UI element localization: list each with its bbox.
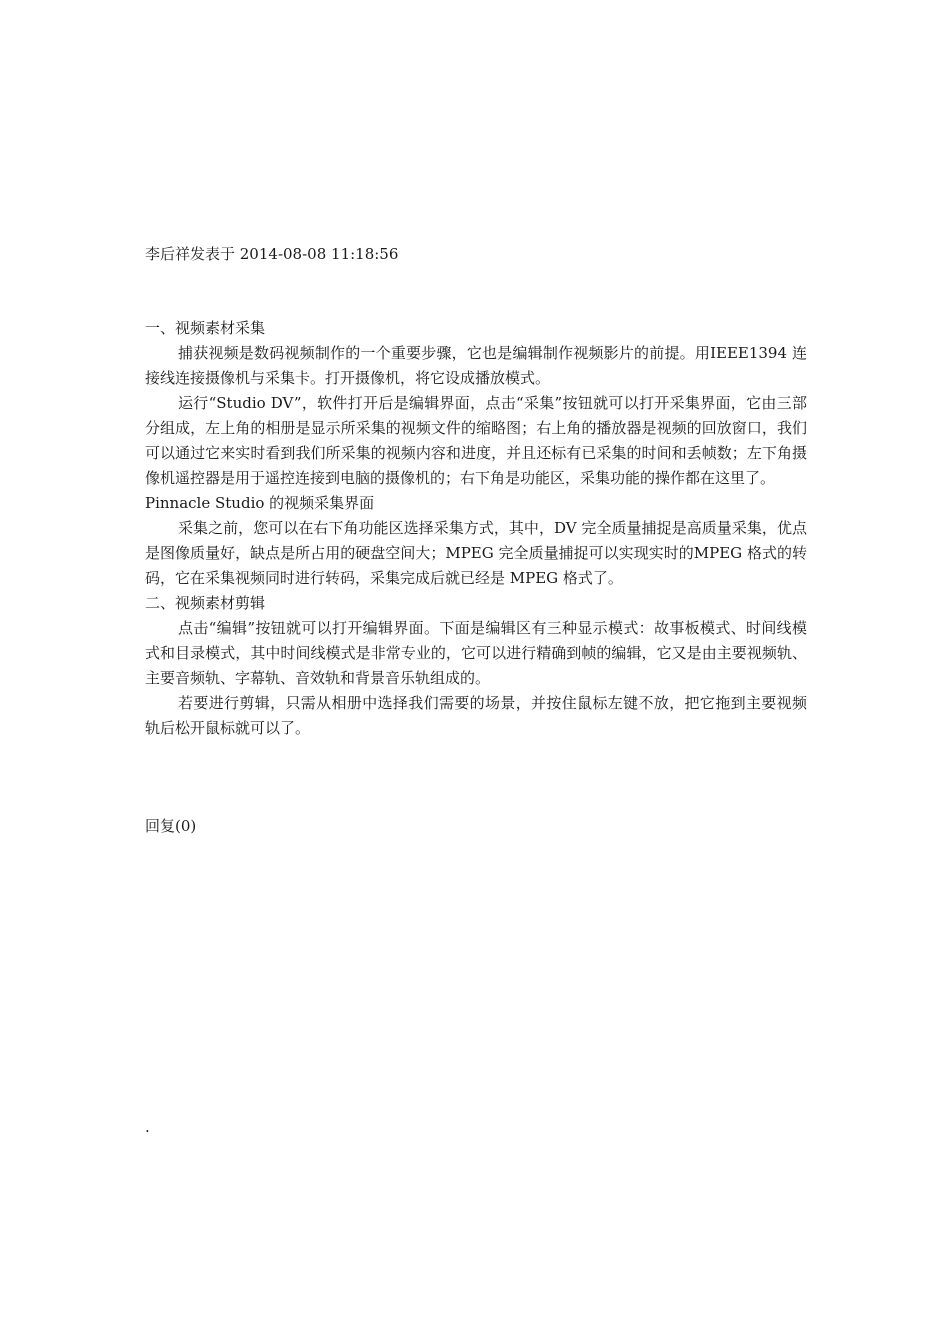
paragraph-capture-interface: 运行“Studio DV”，软件打开后是编辑界面，点击“采集”按钮就可以打开采集界面，它由三部分组成，左上角的相册是显示所采集的视频文件的缩略图；右上角的播放器是视频的回放窗口，我们可以通过它来实时看到我们所采集的视频内容和进度，并且还标有已采集的时间和丢帧数；左下角摄像机遥控器是用于遥控连接到电脑的摄像机的；右下角是功能区，采集功能的操作都在这里了。: [145, 394, 807, 487]
section-heading-capture: 一、视频素材采集: [145, 319, 266, 337]
section-heading-editing: 二、视频素材剪辑: [145, 594, 266, 612]
post-byline: 李后祥发表于 2014-08-08 11:18:56: [145, 245, 399, 263]
paragraph-editing-modes: 点击“编辑”按钮就可以打开编辑界面。下面是编辑区有三种显示模式：故事板模式、时间线模式和目录模式，其中时间线模式是非常专业的，它可以进行精确到帧的编辑，它又是由主要视频轨、主要音频轨、字幕轨、音效轨和背景音乐轨组成的。: [145, 619, 807, 687]
paragraph-capture-intro: 捕获视频是数码视频制作的一个重要步骤，它也是编辑制作视频影片的前提。用IEEE1394 连接线连接摄像机与采集卡。打开摄像机，将它设成播放模式。: [145, 344, 807, 387]
footer-dot: .: [145, 1118, 150, 1136]
paragraph-editing-steps: 若要进行剪辑，只需从相册中选择我们需要的场景，并按住鼠标左键不放，把它拖到主要视频轨后松开鼠标就可以了。: [145, 694, 807, 737]
figure-caption: Pinnacle Studio 的视频采集界面: [145, 494, 375, 512]
paragraph-capture-mode: 采集之前，您可以在右下角功能区选择采集方式，其中，DV 完全质量捕捉是高质量采集，优点是图像质量好，缺点是所占用的硬盘空间大；MPEG 完全质量捕捉可以实现实时的MPEG 格式的转码，它在采集视频同时进行转码，采集完成后就已经是 MPEG 格式了。: [145, 519, 807, 587]
reply-link[interactable]: 回复(0): [145, 817, 197, 835]
article-body: [145, 316, 807, 741]
